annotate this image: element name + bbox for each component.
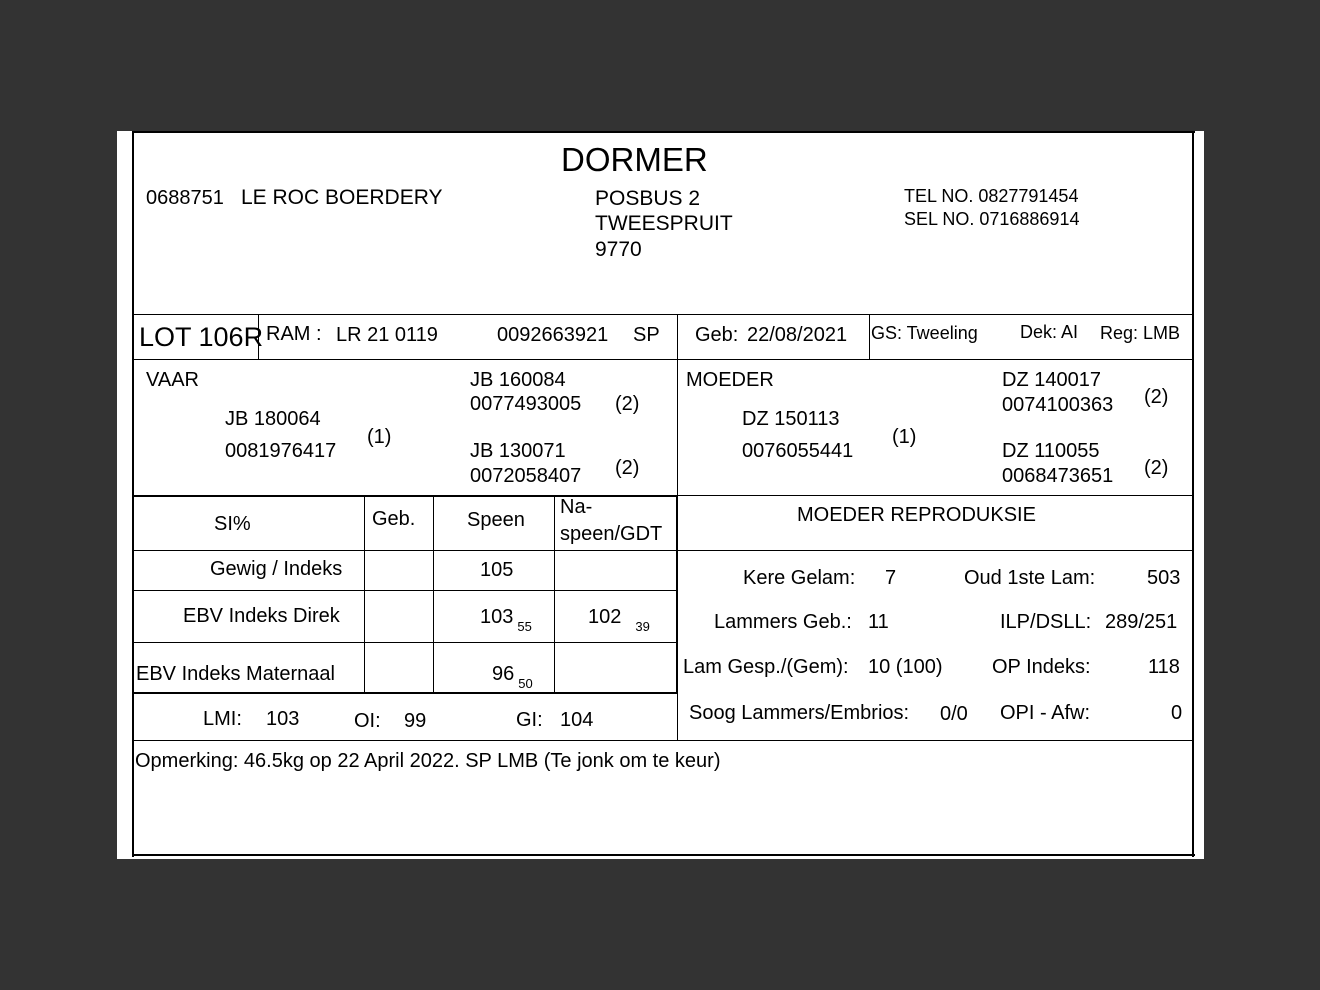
- sire-dam-id: JB 130071: [470, 440, 566, 462]
- ebv-maternal-weaning-value: 96: [492, 663, 515, 685]
- card-border-top: [132, 131, 1195, 133]
- divider: [134, 550, 1193, 551]
- ram-label: RAM :: [266, 323, 322, 345]
- divider: [134, 495, 678, 497]
- ebv-direct-weaning-accuracy: 55: [517, 619, 532, 634]
- suckled-lambs-label: Soog Lammers/Embrios:: [689, 702, 910, 724]
- birth-header: Geb.: [372, 508, 416, 530]
- lot-number: LOT 106R: [139, 322, 264, 352]
- suckled-lambs-value: 0/0: [940, 703, 968, 725]
- dam-generation: (1): [892, 426, 917, 448]
- tel-number: TEL NO. 0827791454: [904, 186, 1079, 206]
- sire-dam-generation: (2): [615, 457, 640, 479]
- address-line-3: 9770: [595, 238, 642, 261]
- divider: [869, 314, 870, 359]
- sire-id: JB 180064: [225, 408, 321, 430]
- dam-number: 0076055441: [742, 440, 854, 462]
- op-index-value: 118: [1148, 656, 1180, 678]
- oi-value: 99: [404, 710, 427, 732]
- sp-code: SP: [633, 324, 660, 346]
- ebv-direct-weaning: [480, 606, 532, 634]
- opi-deviation-value: 0: [1171, 702, 1183, 724]
- divider: [676, 495, 678, 694]
- lmi-value: 103: [266, 708, 300, 730]
- dam-label: MOEDER: [686, 369, 774, 391]
- ebv-direct-post-weaning-value: 102: [588, 606, 622, 628]
- divider: [134, 642, 677, 643]
- breeder-name: LE ROC BOERDERY: [241, 186, 443, 209]
- sire-label: VAAR: [146, 369, 199, 391]
- weight-index-weaning: 105: [480, 559, 514, 581]
- si-header: SI%: [214, 513, 251, 535]
- gi-label: GI:: [516, 709, 543, 731]
- lambs-born-label: Lammers Geb.:: [714, 611, 852, 633]
- age-first-lamb-value: 503: [1147, 567, 1181, 589]
- sire-sire-id: JB 160084: [470, 369, 566, 391]
- ilp-dsll-label: ILP/DSLL:: [1000, 611, 1092, 633]
- divider: [364, 495, 365, 693]
- times-lambed-label: Kere Gelam:: [743, 567, 856, 589]
- row-label-ebv-maternal: EBV Indeks Maternaal: [136, 663, 335, 685]
- times-lambed-value: 7: [885, 567, 897, 589]
- opi-deviation-label: OPI - Afw:: [1000, 702, 1091, 724]
- sire-dam-number: 0072058407: [470, 465, 582, 487]
- post-weaning-header-line-1: Na-: [560, 496, 593, 518]
- lmi-label: LMI:: [203, 708, 242, 730]
- address-line-1: POSBUS 2: [595, 187, 701, 210]
- card-border-bottom: [132, 854, 1195, 856]
- ebv-maternal-weaning: [492, 663, 533, 691]
- dam-dam-number: 0068473651: [1002, 465, 1114, 487]
- divider: [433, 495, 434, 693]
- oi-label: OI:: [354, 710, 381, 732]
- birth-status: GS: Tweeling: [871, 323, 978, 343]
- mating-type: Dek: AI: [1020, 322, 1079, 342]
- gi-value: 104: [560, 709, 594, 731]
- divider: [134, 590, 677, 591]
- divider: [134, 314, 1193, 315]
- sire-sire-number: 0077493005: [470, 393, 582, 415]
- ebv-direct-post-weaning: [588, 606, 650, 634]
- lambs-weaned-value: 10 (100): [868, 656, 943, 678]
- divider: [678, 495, 1193, 496]
- sel-number: SEL NO. 0716886914: [904, 209, 1080, 229]
- ebv-maternal-weaning-accuracy: 50: [518, 676, 533, 691]
- breeder-number: 0688751: [146, 187, 224, 209]
- breed-title: DORMER: [561, 141, 708, 178]
- sire-generation: (1): [367, 426, 392, 448]
- address-line-2: TWEESPRUIT: [595, 212, 733, 235]
- remarks: Opmerking: 46.5kg op 22 April 2022. SP LMB (Te jonk om te keur): [135, 750, 721, 772]
- divider: [134, 359, 1193, 360]
- ebv-direct-weaning-value: 103: [480, 606, 514, 628]
- lambs-born-value: 11: [868, 611, 889, 633]
- post-weaning-header-line-2: speen/GDT: [560, 523, 663, 545]
- dam-sire-id: DZ 140017: [1002, 369, 1101, 391]
- ram-id: LR 21 0119: [336, 324, 438, 346]
- dam-dam-generation: (2): [1144, 457, 1169, 479]
- divider: [554, 495, 555, 693]
- dam-dam-id: DZ 110055: [1002, 440, 1100, 462]
- registration-type: Reg: LMB: [1100, 323, 1181, 343]
- dam-id: DZ 150113: [742, 408, 840, 430]
- reproduction-title: MOEDER REPRODUKSIE: [797, 504, 1036, 526]
- card-border-left: [132, 131, 134, 857]
- birth-date: 22/08/2021: [747, 324, 848, 346]
- card-border-right: [1192, 131, 1194, 857]
- ilp-dsll-value: 289/251: [1105, 611, 1178, 633]
- lambs-weaned-label: Lam Gesp./(Gem):: [683, 656, 849, 678]
- divider: [677, 314, 678, 359]
- divider: [134, 740, 1193, 741]
- row-label-weight-index: Gewig / Indeks: [210, 558, 343, 580]
- row-label-ebv-direct: EBV Indeks Direk: [183, 605, 340, 627]
- op-index-label: OP Indeks:: [992, 656, 1091, 678]
- dam-sire-generation: (2): [1144, 386, 1169, 408]
- ebv-direct-post-weaning-accuracy: 39: [635, 619, 650, 634]
- sire-number: 0081976417: [225, 440, 337, 462]
- divider: [134, 692, 678, 694]
- birth-label: Geb:: [695, 324, 739, 346]
- dam-sire-number: 0074100363: [1002, 394, 1114, 416]
- registration-number: 0092663921: [497, 324, 609, 346]
- age-first-lamb-label: Oud 1ste Lam:: [964, 567, 1096, 589]
- sire-sire-generation: (2): [615, 393, 640, 415]
- weaning-header: Speen: [467, 509, 525, 531]
